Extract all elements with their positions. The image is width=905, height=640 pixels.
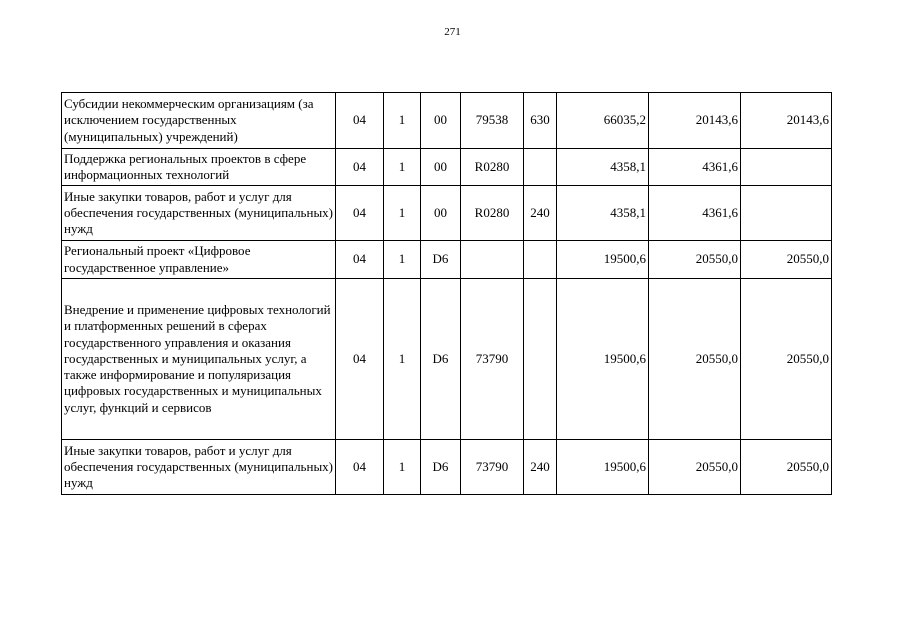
amount-3: 20550,0 — [741, 279, 832, 440]
section-code: 04 — [336, 241, 384, 279]
direction-code: 73790 — [461, 440, 524, 495]
amount-2: 20550,0 — [649, 440, 741, 495]
page-number: 271 — [444, 26, 461, 38]
amount-3 — [741, 149, 832, 186]
budget-table — [61, 92, 832, 495]
direction-code: R0280 — [461, 149, 524, 186]
amount-1: 4358,1 — [557, 149, 649, 186]
expense-type-code: 240 — [524, 440, 557, 495]
row-name: Поддержка региональных проектов в сфере информационных технологий — [62, 149, 336, 186]
subprogram-code: 00 — [421, 186, 461, 241]
subprogram-code: D6 — [421, 241, 461, 279]
table-row — [62, 440, 832, 495]
row-name: Региональный проект «Цифровое государственное управление» — [62, 241, 336, 279]
direction-code — [461, 241, 524, 279]
section-code: 04 — [336, 440, 384, 495]
amount-3: 20550,0 — [741, 241, 832, 279]
amount-2: 4361,6 — [649, 186, 741, 241]
subprogram-code: D6 — [421, 440, 461, 495]
direction-code: 73790 — [461, 279, 524, 440]
expense-type-code: 240 — [524, 186, 557, 241]
subprogram-code: 00 — [421, 149, 461, 186]
program-code: 1 — [384, 93, 421, 149]
expense-type-code — [524, 279, 557, 440]
section-code: 04 — [336, 279, 384, 440]
expense-type-code — [524, 149, 557, 186]
table-row — [62, 279, 832, 440]
direction-code: R0280 — [461, 186, 524, 241]
row-name: Внедрение и применение цифровых технологий и платформенных решений в сферах государственного управления и оказания государственных и муниципальных услуг, а также информирование и популяризация цифровых государственных и муниципальных услуг, функций и сервисов — [62, 279, 336, 440]
section-code: 04 — [336, 93, 384, 149]
program-code: 1 — [384, 186, 421, 241]
program-code: 1 — [384, 440, 421, 495]
amount-2: 20143,6 — [649, 93, 741, 149]
amount-3: 20143,6 — [741, 93, 832, 149]
expense-type-code — [524, 241, 557, 279]
program-code: 1 — [384, 279, 421, 440]
amount-1: 66035,2 — [557, 93, 649, 149]
direction-code: 79538 — [461, 93, 524, 149]
table-row — [62, 186, 832, 241]
amount-1: 19500,6 — [557, 440, 649, 495]
amount-1: 19500,6 — [557, 279, 649, 440]
amount-3 — [741, 186, 832, 241]
table-row — [62, 149, 832, 186]
program-code: 1 — [384, 149, 421, 186]
section-code: 04 — [336, 149, 384, 186]
amount-1: 4358,1 — [557, 186, 649, 241]
amount-1: 19500,6 — [557, 241, 649, 279]
row-name: Субсидии некоммерческим организациям (за исключением государственных (муниципальных) учреждений) — [62, 93, 336, 149]
expense-type-code: 630 — [524, 93, 557, 149]
table-row — [62, 93, 832, 149]
row-name: Иные закупки товаров, работ и услуг для обеспечения государственных (муниципальных) нужд — [62, 186, 336, 241]
subprogram-code: D6 — [421, 279, 461, 440]
subprogram-code: 00 — [421, 93, 461, 149]
table-row — [62, 241, 832, 279]
section-code: 04 — [336, 186, 384, 241]
amount-2: 4361,6 — [649, 149, 741, 186]
amount-3: 20550,0 — [741, 440, 832, 495]
program-code: 1 — [384, 241, 421, 279]
row-name: Иные закупки товаров, работ и услуг для обеспечения государственных (муниципальных) нужд — [62, 440, 336, 495]
amount-2: 20550,0 — [649, 279, 741, 440]
amount-2: 20550,0 — [649, 241, 741, 279]
